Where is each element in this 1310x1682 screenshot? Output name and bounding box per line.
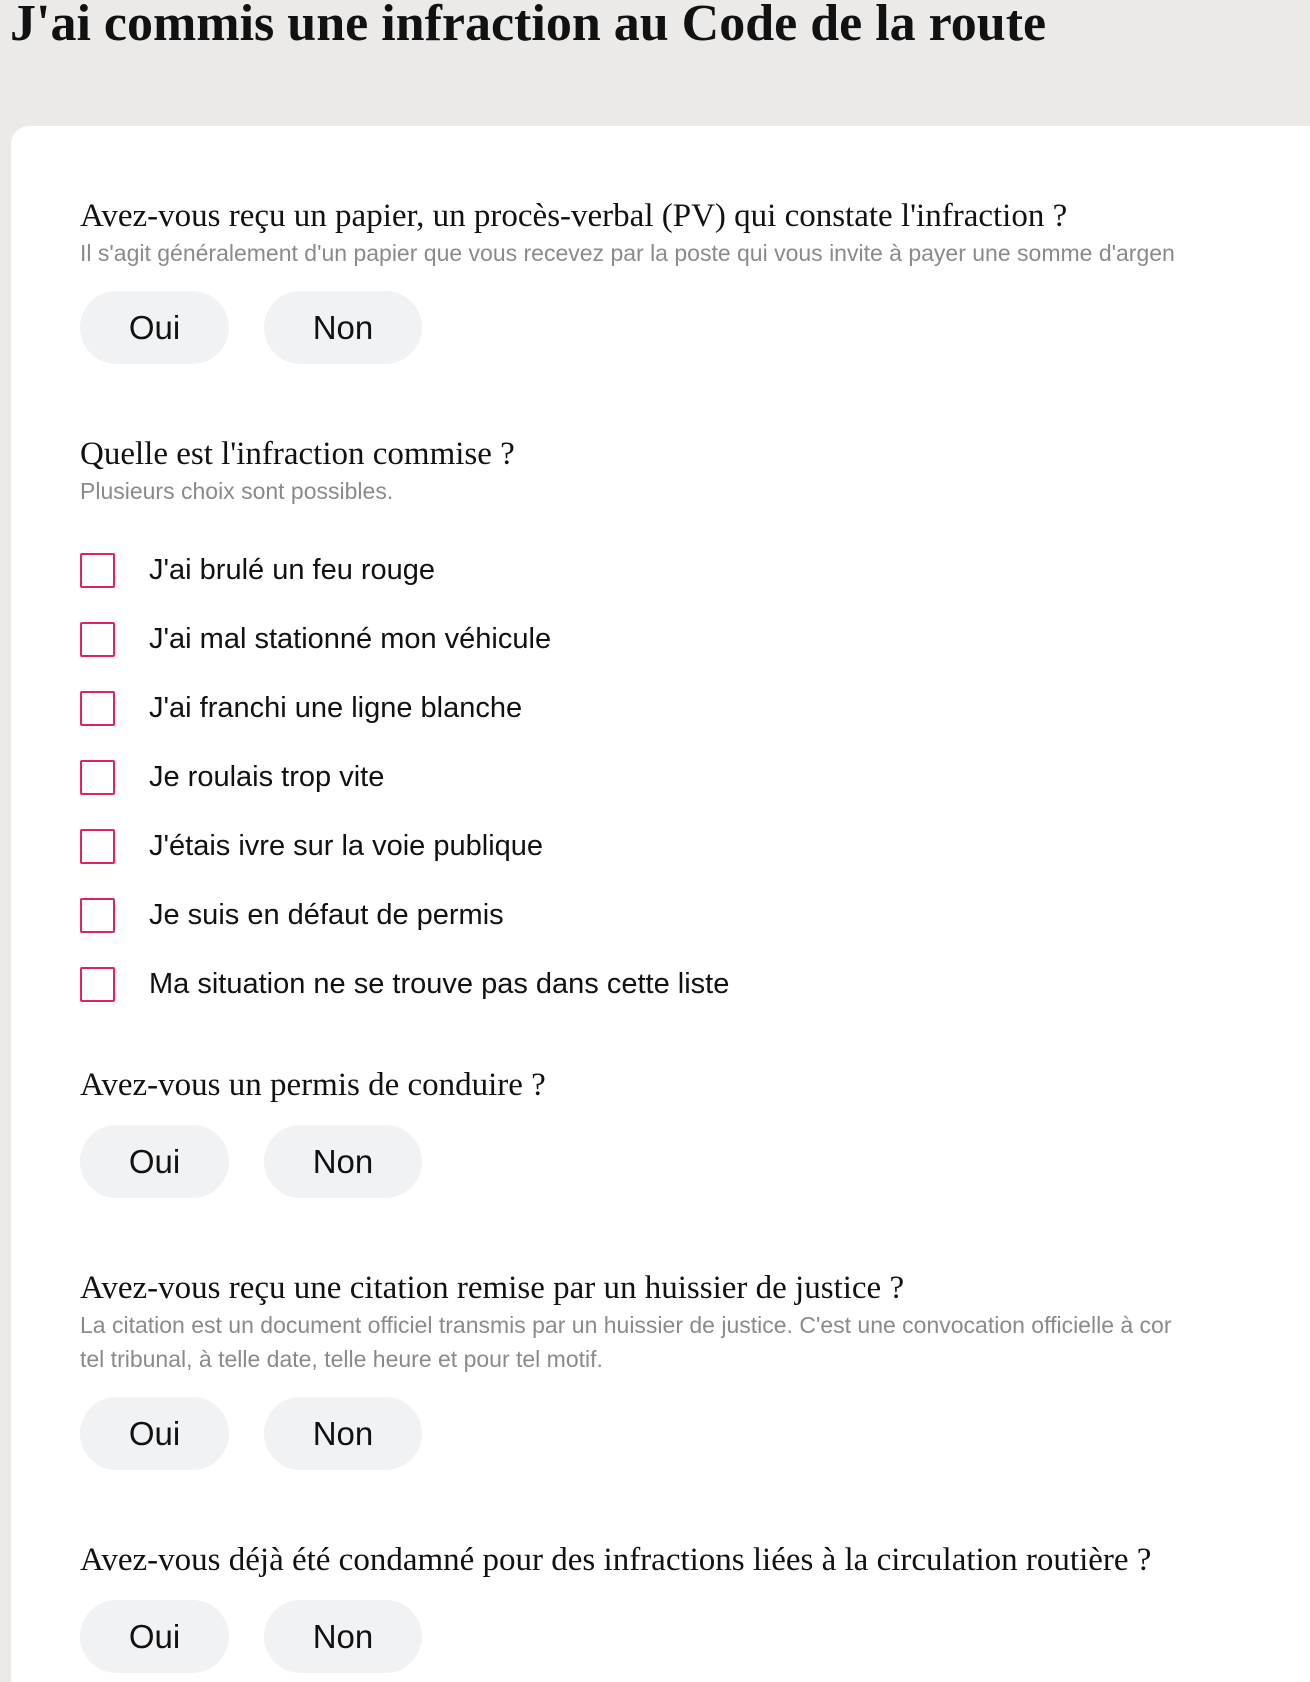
checkbox-label: J'étais ivre sur la voie publique xyxy=(149,830,544,862)
checkbox[interactable] xyxy=(80,967,115,1002)
condamne-yes-button[interactable]: Oui xyxy=(80,1600,229,1673)
question-infraction-title: Quelle est l'infraction commise ? xyxy=(80,436,515,472)
question-citation xyxy=(80,1268,1172,1376)
checkbox[interactable] xyxy=(80,760,115,795)
question-pv xyxy=(80,196,1175,270)
infraction-option-vitesse[interactable] xyxy=(80,743,729,812)
infraction-option-ivresse[interactable] xyxy=(80,812,729,881)
permis-yes-button[interactable]: Oui xyxy=(80,1125,229,1198)
infraction-option-ligne-blanche[interactable] xyxy=(80,674,729,743)
question-permis-title: Avez-vous un permis de conduire ? xyxy=(80,1067,546,1103)
infraction-option-defaut-permis[interactable] xyxy=(80,881,729,950)
question-condamne-title: Avez-vous déjà été condamné pour des infractions liées à la circulation routière ? xyxy=(80,1542,1152,1578)
question-citation-title: Avez-vous reçu une citation remise par un huissier de justice ? xyxy=(80,1270,905,1306)
citation-no-button[interactable]: Non xyxy=(264,1397,422,1470)
citation-yes-button[interactable]: Oui xyxy=(80,1397,229,1470)
citation-answer-buttons xyxy=(80,1397,422,1470)
checkbox-label: J'ai mal stationné mon véhicule xyxy=(149,623,552,655)
pv-answer-buttons xyxy=(80,291,422,364)
checkbox[interactable] xyxy=(80,691,115,726)
permis-no-button[interactable]: Non xyxy=(264,1125,422,1198)
question-permis xyxy=(80,1065,546,1105)
condamne-no-button[interactable]: Non xyxy=(264,1600,422,1673)
checkbox-label: J'ai franchi une ligne blanche xyxy=(149,692,523,724)
checkbox-label: J'ai brulé un feu rouge xyxy=(149,554,436,586)
infraction-option-feu-rouge[interactable] xyxy=(80,536,729,605)
question-pv-hint: Il s'agit généralement d'un papier que vous recevez par la poste qui vous invite à payer une somme d'argen xyxy=(80,240,1175,266)
checkbox-label: Ma situation ne se trouve pas dans cette liste xyxy=(149,968,730,1000)
infraction-option-autre[interactable] xyxy=(80,950,729,1019)
infraction-option-stationnement[interactable] xyxy=(80,605,729,674)
question-infraction xyxy=(80,434,515,508)
checkbox-label: Je roulais trop vite xyxy=(149,761,385,793)
permis-answer-buttons xyxy=(80,1125,422,1198)
checkbox[interactable] xyxy=(80,553,115,588)
question-citation-hint-line1: La citation est un document officiel transmis par un huissier de justice. C'est une convocation officielle à cor xyxy=(80,1312,1172,1338)
question-infraction-hint: Plusieurs choix sont possibles. xyxy=(80,478,394,504)
infraction-checklist xyxy=(80,536,729,1019)
pv-no-button[interactable]: Non xyxy=(264,291,422,364)
checkbox[interactable] xyxy=(80,622,115,657)
question-pv-title: Avez-vous reçu un papier, un procès-verbal (PV) qui constate l'infraction ? xyxy=(80,198,1068,234)
page-title: J'ai commis une infraction au Code de la route xyxy=(10,0,1047,52)
pv-yes-button[interactable]: Oui xyxy=(80,291,229,364)
checkbox[interactable] xyxy=(80,898,115,933)
checkbox[interactable] xyxy=(80,829,115,864)
question-citation-hint-line2: tel tribunal, à telle date, telle heure et pour tel motif. xyxy=(80,1346,603,1372)
condamne-answer-buttons xyxy=(80,1600,422,1673)
checkbox-label: Je suis en défaut de permis xyxy=(149,899,504,931)
question-condamne xyxy=(80,1540,1151,1580)
